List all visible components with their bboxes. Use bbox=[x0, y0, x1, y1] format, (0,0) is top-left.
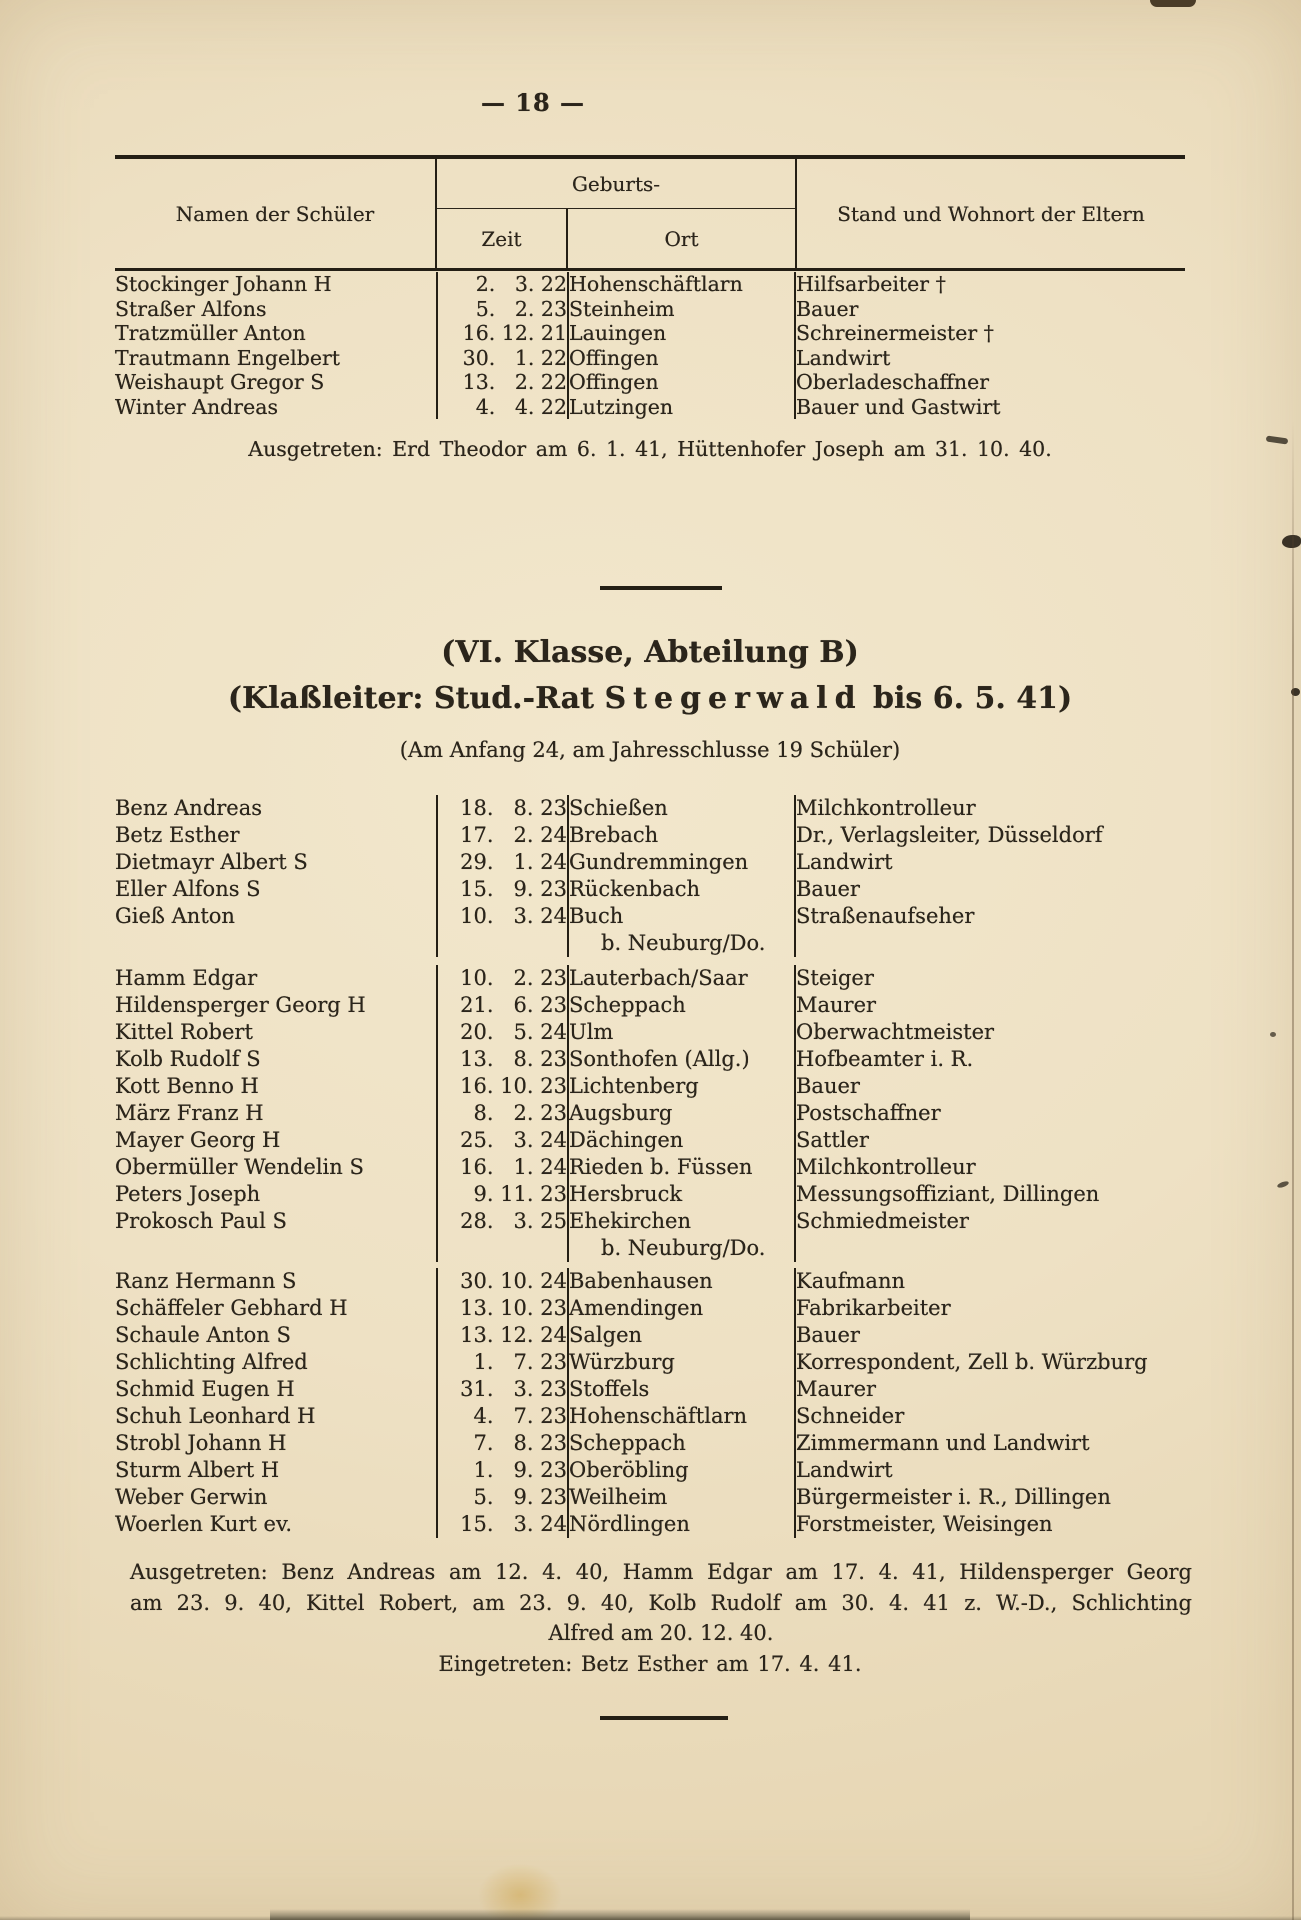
birth-date-cell: 2. 3. 22 bbox=[437, 272, 568, 297]
name-cell: Straßer Alfons bbox=[115, 297, 437, 322]
parents-cell: Maurer bbox=[796, 1377, 877, 1401]
withdrawn-line: Alfred am 20. 12. 40. bbox=[548, 1621, 774, 1645]
birth-date-cell: 21. 6. 23 bbox=[437, 992, 568, 1019]
name-cell: Peters Joseph bbox=[115, 1181, 437, 1208]
parents-cell: Hilfsarbeiter † bbox=[796, 272, 946, 296]
parents-cell: Sattler bbox=[796, 1128, 869, 1152]
parents-cell: Schmiedmeister bbox=[796, 1209, 969, 1233]
name-cell: Kott Benno H bbox=[115, 1073, 437, 1100]
birth-date-cell: 20. 5. 24 bbox=[437, 1019, 568, 1046]
birth-date-cell: 16. 10. 23 bbox=[437, 1073, 568, 1100]
student-row bbox=[115, 1376, 1185, 1403]
birth-date-cell: 10. 3. 24 bbox=[437, 903, 568, 957]
parents-cell: Korrespondent, Zell b. Würzburg bbox=[796, 1350, 1148, 1374]
birth-place-cell: Dächingen bbox=[568, 1127, 795, 1154]
student-row bbox=[115, 297, 1185, 322]
students-table-6a bbox=[115, 272, 1185, 419]
parents-cell: Oberladeschaffner bbox=[796, 370, 990, 394]
name-cell: Kittel Robert bbox=[115, 1019, 437, 1046]
student-row bbox=[115, 1511, 1185, 1538]
roster-group-1 bbox=[115, 795, 1185, 957]
parents-cell: Landwirt bbox=[796, 850, 893, 874]
header-birth-subcolumns bbox=[437, 209, 795, 268]
birth-date-cell: 30. 1. 22 bbox=[437, 346, 568, 371]
student-row bbox=[115, 849, 1185, 876]
birth-place-cell: Lauterbach/Saar bbox=[568, 965, 795, 992]
leader-name: Stegerwald bbox=[604, 681, 863, 716]
birth-place-cell: Hersbruck bbox=[568, 1181, 795, 1208]
birth-place-cell: Lutzingen bbox=[568, 395, 795, 420]
name-cell: Tratzmüller Anton bbox=[115, 321, 437, 346]
name-cell: Strobl Johann H bbox=[115, 1430, 437, 1457]
student-row bbox=[115, 1100, 1185, 1127]
parents-cell: Steiger bbox=[796, 966, 874, 990]
birth-date-cell: 16. 1. 24 bbox=[437, 1154, 568, 1181]
birth-place-cell: Stoffels bbox=[568, 1376, 795, 1403]
name-cell: Mayer Georg H bbox=[115, 1127, 437, 1154]
birth-place-cell: Amendingen bbox=[568, 1295, 795, 1322]
birth-date-cell: 4. 4. 22 bbox=[437, 395, 568, 420]
header-birth-group bbox=[437, 159, 795, 268]
name-cell: Prokosch Paul S bbox=[115, 1208, 437, 1262]
parents-cell: Oberwachtmeister bbox=[796, 1020, 995, 1044]
birth-date-cell: 17. 2. 24 bbox=[437, 822, 568, 849]
student-row bbox=[115, 346, 1185, 371]
birth-date-cell: 15. 3. 24 bbox=[437, 1511, 568, 1538]
ink-speck bbox=[1270, 1032, 1276, 1037]
name-cell: Stockinger Johann H bbox=[115, 272, 437, 297]
name-cell: Schaule Anton S bbox=[115, 1322, 437, 1349]
birth-place-cell: Lauingen bbox=[568, 321, 795, 346]
birth-date-cell: 5. 9. 23 bbox=[437, 1484, 568, 1511]
parents-cell: Schreinermeister † bbox=[796, 321, 994, 345]
birth-place-cell: Oberöbling bbox=[568, 1457, 795, 1484]
birth-place-cell: Würzburg bbox=[568, 1349, 795, 1376]
parents-cell: Bauer bbox=[796, 1323, 860, 1347]
name-cell: Sturm Albert H bbox=[115, 1457, 437, 1484]
name-cell: Kolb Rudolf S bbox=[115, 1046, 437, 1073]
header-birth-place: Ort bbox=[664, 226, 699, 251]
student-row bbox=[115, 1208, 1185, 1262]
birth-place-cell: Rückenbach bbox=[568, 876, 795, 903]
birth-place-cell: Ulm bbox=[568, 1019, 795, 1046]
parents-cell: Hofbeamter i. R. bbox=[796, 1047, 974, 1071]
name-cell: Obermüller Wendelin S bbox=[115, 1154, 437, 1181]
birth-date-cell: 15. 9. 23 bbox=[437, 876, 568, 903]
name-cell: Hildensperger Georg H bbox=[115, 992, 437, 1019]
student-row bbox=[115, 370, 1185, 395]
birth-place-cell: Hohenschäftlarn bbox=[568, 1403, 795, 1430]
birth-place-cell: Scheppach bbox=[568, 1430, 795, 1457]
birth-date-cell: 1. 7. 23 bbox=[437, 1349, 568, 1376]
name-cell: Hamm Edgar bbox=[115, 965, 437, 992]
name-cell: Eller Alfons S bbox=[115, 876, 437, 903]
student-row bbox=[115, 1295, 1185, 1322]
birth-place-cell: Steinheim bbox=[568, 297, 795, 322]
birth-place-cell: Lichtenberg bbox=[568, 1073, 795, 1100]
birth-date-cell: 13. 10. 23 bbox=[437, 1295, 568, 1322]
name-cell: Betz Esther bbox=[115, 822, 437, 849]
birth-date-cell: 18. 8. 23 bbox=[437, 795, 568, 822]
class-table bbox=[115, 155, 1185, 271]
withdrawn-note-6b bbox=[130, 1557, 1192, 1649]
birth-date-cell: 10. 2. 23 bbox=[437, 965, 568, 992]
birth-place-continuation: b. Neuburg/Do. bbox=[601, 1236, 766, 1260]
birth-date-cell: 30. 10. 24 bbox=[437, 1268, 568, 1295]
section-title: (VI. Klasse, Abteilung B) bbox=[441, 635, 859, 670]
parents-cell: Messungsoffiziant, Dillingen bbox=[796, 1182, 1100, 1206]
parents-cell: Fabrikarbeiter bbox=[796, 1296, 951, 1320]
birth-date-cell: 13. 12. 24 bbox=[437, 1322, 568, 1349]
name-cell: Woerlen Kurt ev. bbox=[115, 1511, 437, 1538]
student-row bbox=[115, 1046, 1185, 1073]
header-birth-time: Zeit bbox=[437, 209, 568, 268]
student-row bbox=[115, 1484, 1185, 1511]
roster-group-2 bbox=[115, 965, 1185, 1262]
section-class-leader bbox=[115, 681, 1185, 716]
birth-date-cell: 28. 3. 25 bbox=[437, 1208, 568, 1262]
student-row bbox=[115, 1322, 1185, 1349]
name-cell: Benz Andreas bbox=[115, 795, 437, 822]
entered-note: Eingetreten: Betz Esther am 17. 4. 41. bbox=[438, 1652, 862, 1676]
student-row bbox=[115, 822, 1185, 849]
birth-place-cell: Salgen bbox=[568, 1322, 795, 1349]
birth-place-cell: Augsburg bbox=[568, 1100, 795, 1127]
student-row bbox=[115, 992, 1185, 1019]
parents-cell: Dr., Verlagsleiter, Düsseldorf bbox=[796, 823, 1103, 847]
birth-date-cell: 4. 7. 23 bbox=[437, 1403, 568, 1430]
student-row bbox=[115, 1457, 1185, 1484]
section-divider bbox=[600, 586, 722, 590]
birth-place-cell: Schießen bbox=[568, 795, 795, 822]
header-names: Namen der Schüler bbox=[115, 159, 437, 268]
parents-cell: Bauer bbox=[796, 1074, 860, 1098]
birth-place-cell: Hohenschäftlarn bbox=[568, 272, 795, 297]
name-cell: Winter Andreas bbox=[115, 395, 437, 420]
page-number: — 18 — bbox=[480, 88, 586, 117]
name-cell: Schmid Eugen H bbox=[115, 1376, 437, 1403]
name-cell: Schäffeler Gebhard H bbox=[115, 1295, 437, 1322]
student-row bbox=[115, 1019, 1185, 1046]
student-row bbox=[115, 1430, 1185, 1457]
birth-date-cell: 29. 1. 24 bbox=[437, 849, 568, 876]
parents-cell: Straßenaufseher bbox=[796, 904, 975, 928]
student-row bbox=[115, 903, 1185, 957]
student-row bbox=[115, 965, 1185, 992]
leader-suffix: bis 6. 5. 41) bbox=[862, 681, 1073, 716]
birth-place-continuation: b. Neuburg/Do. bbox=[601, 931, 766, 955]
birth-place-cell: Rieden b. Füssen bbox=[568, 1154, 795, 1181]
students-table-6b bbox=[115, 795, 1185, 957]
parents-cell: Schneider bbox=[796, 1404, 905, 1428]
scan-bottom-edge bbox=[0, 1916, 1301, 1920]
parents-cell: Bürgermeister i. R., Dillingen bbox=[796, 1485, 1111, 1509]
birth-place-cell: Nördlingen bbox=[568, 1511, 795, 1538]
birth-place-cell: Weilheim bbox=[568, 1484, 795, 1511]
parents-cell: Landwirt bbox=[796, 1458, 893, 1482]
birth-date-cell: 25. 3. 24 bbox=[437, 1127, 568, 1154]
student-row bbox=[115, 1349, 1185, 1376]
roster-group-3 bbox=[115, 1268, 1185, 1538]
parents-cell: Bauer bbox=[796, 296, 859, 321]
name-cell: Trautmann Engelbert bbox=[115, 346, 437, 371]
student-row bbox=[115, 1181, 1185, 1208]
birth-date-cell: 8. 2. 23 bbox=[437, 1100, 568, 1127]
withdrawn-note-6a: Ausgetreten: Erd Theodor am 6. 1. 41, Hüttenhofer Joseph am 31. 10. 40. bbox=[248, 437, 1052, 461]
header-birth: Geburts- bbox=[437, 159, 795, 209]
page-edge-crease bbox=[1292, 420, 1294, 1920]
parents-cell: Bauer und Gastwirt bbox=[796, 394, 1001, 419]
birth-date-cell: 13. 2. 22 bbox=[437, 370, 568, 395]
birth-place-cell: Ehekirchen b. Neuburg/Do. bbox=[568, 1208, 795, 1262]
margin-mark bbox=[1266, 435, 1289, 444]
parents-cell: Landwirt bbox=[796, 345, 891, 370]
birth-place-cell: Brebach bbox=[568, 822, 795, 849]
birth-date-cell: 9. 11. 23 bbox=[437, 1181, 568, 1208]
leader-prefix: (Klaßleiter: Stud.-Rat bbox=[227, 681, 605, 716]
name-cell: Schlichting Alfred bbox=[115, 1349, 437, 1376]
birth-date-cell: 13. 8. 23 bbox=[437, 1046, 568, 1073]
students-table-6b bbox=[115, 1268, 1185, 1538]
name-cell: Weishaupt Gregor S bbox=[115, 370, 437, 395]
student-row bbox=[115, 876, 1185, 903]
name-cell: Schuh Leonhard H bbox=[115, 1403, 437, 1430]
parents-cell: Milchkontrolleur bbox=[796, 796, 976, 820]
table-header bbox=[115, 155, 1185, 271]
birth-date-cell: 31. 3. 23 bbox=[437, 1376, 568, 1403]
name-cell: März Franz H bbox=[115, 1100, 437, 1127]
student-row bbox=[115, 1127, 1185, 1154]
birth-date-cell: 1. 9. 23 bbox=[437, 1457, 568, 1484]
student-row bbox=[115, 1154, 1185, 1181]
student-row bbox=[115, 795, 1185, 822]
parents-cell: Kaufmann bbox=[796, 1269, 905, 1293]
scan-artifact bbox=[1150, 0, 1196, 7]
parents-cell: Maurer bbox=[796, 993, 877, 1017]
section-subtitle: (Am Anfang 24, am Jahresschlusse 19 Schüler) bbox=[399, 738, 901, 762]
parents-cell: Postschaffner bbox=[796, 1101, 941, 1125]
student-row bbox=[115, 272, 1185, 297]
parents-cell: Zimmermann und Landwirt bbox=[796, 1431, 1090, 1455]
students-table-6b bbox=[115, 965, 1185, 1262]
birth-place-cell: Gundremmingen bbox=[568, 849, 795, 876]
student-row bbox=[115, 321, 1185, 346]
birth-date-cell: 16. 12. 21 bbox=[437, 321, 568, 346]
header-parents: Stand und Wohnort der Eltern bbox=[795, 159, 1185, 268]
birth-place-cell: Sonthofen (Allg.) bbox=[568, 1046, 795, 1073]
name-cell: Weber Gerwin bbox=[115, 1484, 437, 1511]
student-row bbox=[115, 1073, 1185, 1100]
birth-place-cell: Scheppach bbox=[568, 992, 795, 1019]
birth-date-cell: 5. 2. 23 bbox=[437, 297, 568, 322]
withdrawn-line: am 23. 9. 40, Kittel Robert, am 23. 9. 40, Kolb Rudolf am 30. 4. 41 z. W.-D., Schlichting bbox=[130, 1590, 1192, 1615]
student-row bbox=[115, 395, 1185, 420]
birth-place-cell: Babenhausen bbox=[568, 1268, 795, 1295]
withdrawn-line: Ausgetreten: Benz Andreas am 12. 4. 40, Hamm Edgar am 17. 4. 41, Hildensperger Georg bbox=[130, 1560, 1192, 1584]
name-cell: Gieß Anton bbox=[115, 903, 437, 957]
student-row bbox=[115, 1268, 1185, 1295]
student-row bbox=[115, 1403, 1185, 1430]
parents-cell: Forstmeister, Weisingen bbox=[796, 1512, 1053, 1536]
name-cell: Ranz Hermann S bbox=[115, 1268, 437, 1295]
birth-place-cell: Offingen bbox=[568, 370, 795, 395]
name-cell: Dietmayr Albert S bbox=[115, 849, 437, 876]
parents-cell: Bauer bbox=[796, 877, 860, 901]
ink-speck bbox=[1277, 1180, 1290, 1189]
class-table-body bbox=[115, 272, 1185, 419]
end-divider bbox=[600, 1716, 728, 1720]
parents-cell: Milchkontrolleur bbox=[796, 1155, 976, 1179]
birth-date-cell: 7. 8. 23 bbox=[437, 1430, 568, 1457]
birth-place-cell: Offingen bbox=[568, 346, 795, 371]
birth-place-cell: Buch b. Neuburg/Do. bbox=[568, 903, 795, 957]
